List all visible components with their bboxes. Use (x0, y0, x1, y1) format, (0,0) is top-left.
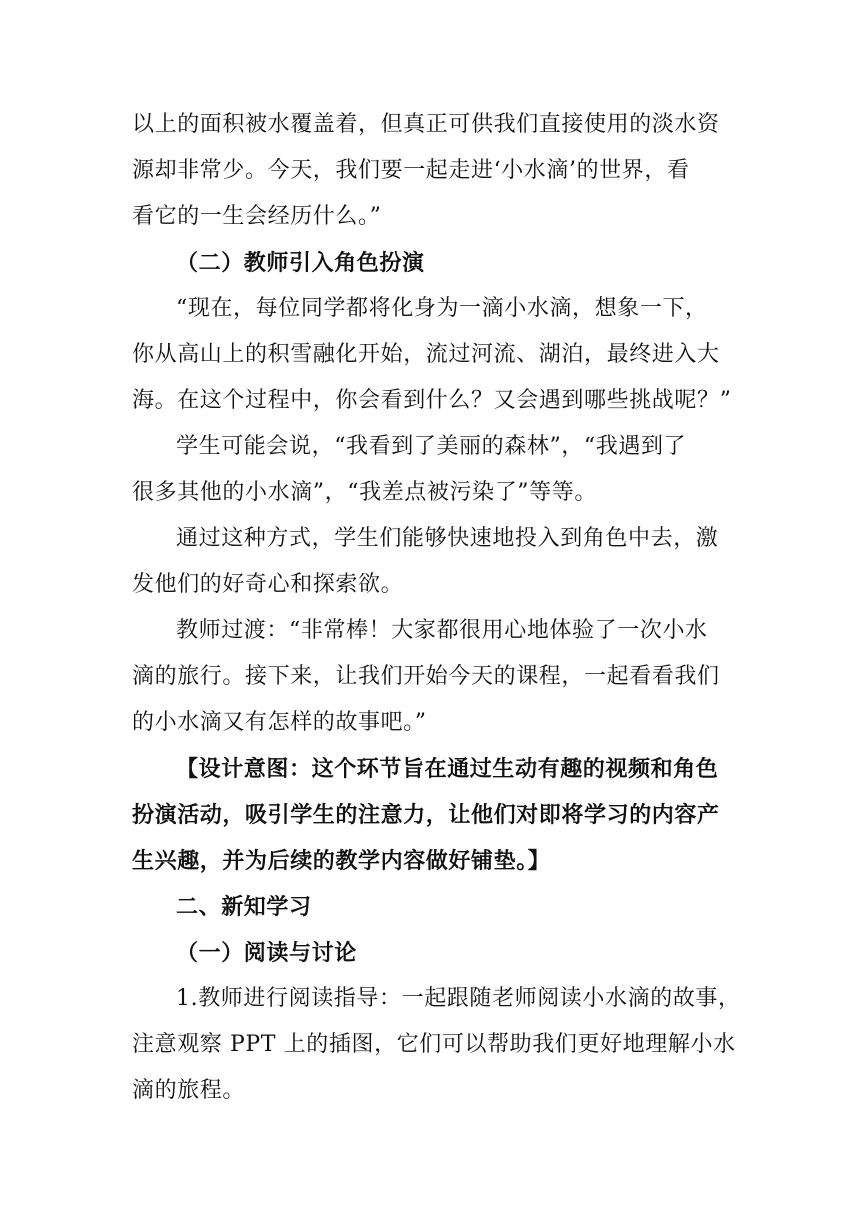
section-heading: （二）教师引入角色扮演 (176, 250, 425, 276)
body-text-line: 学生可能会说，“我看到了美丽的森林”，“我遇到了 (176, 434, 687, 459)
body-text-line: 通过这种方式，学生们能够快速地投入到角色中去，激 (176, 526, 719, 551)
body-text-line: 源却非常少。今天，我们要一起走进‘小水滴’的世界，看 (132, 158, 690, 183)
body-text-line: 1.教师进行阅读指导：一起跟随老师阅读小水滴的故事， (176, 986, 741, 1011)
body-text-line: 看它的一生会经历什么。” (132, 204, 382, 229)
body-text-line: 注意观察 PPT 上的插图，它们可以帮助我们更好地理解小水 (132, 1032, 736, 1057)
body-text-line: 发他们的好奇心和探索欲。 (132, 572, 404, 597)
design-intent-line: 扮演活动，吸引学生的注意力，让他们对即将学习的内容产 (132, 802, 720, 828)
body-text-line: “现在，每位同学都将化身为一滴小水滴，想象一下， (176, 296, 708, 321)
design-intent-line: 【设计意图：这个环节旨在通过生动有趣的视频和角色 (176, 756, 719, 782)
body-text-line: 海。在这个过程中，你会看到什么？又会遇到哪些挑战呢？” (132, 388, 732, 413)
chapter-heading: 二、新知学习 (176, 894, 312, 920)
body-text-line: 的小水滴又有怎样的故事吧。” (132, 710, 427, 735)
body-text-line: 很多其他的小水滴”，“我差点被污染了”等等。 (132, 480, 597, 505)
body-text-line: 教师过渡：“非常棒！大家都很用心地体验了一次小水 (176, 618, 708, 643)
body-text-line: 以上的面积被水覆盖着，但真正可供我们直接使用的淡水资 (132, 112, 720, 137)
body-text-line: 滴的旅行。接下来，让我们开始今天的课程，一起看看我们 (132, 664, 720, 689)
body-text-line: 你从高山上的积雪融化开始，流过河流、湖泊，最终进入大 (132, 342, 720, 367)
section-heading: （一）阅读与讨论 (176, 940, 357, 966)
body-text-line: 滴的旅程。 (132, 1078, 246, 1103)
design-intent-line: 生兴趣，并为后续的教学内容做好铺垫。】 (132, 848, 551, 874)
document-page (132, 102, 741, 1114)
